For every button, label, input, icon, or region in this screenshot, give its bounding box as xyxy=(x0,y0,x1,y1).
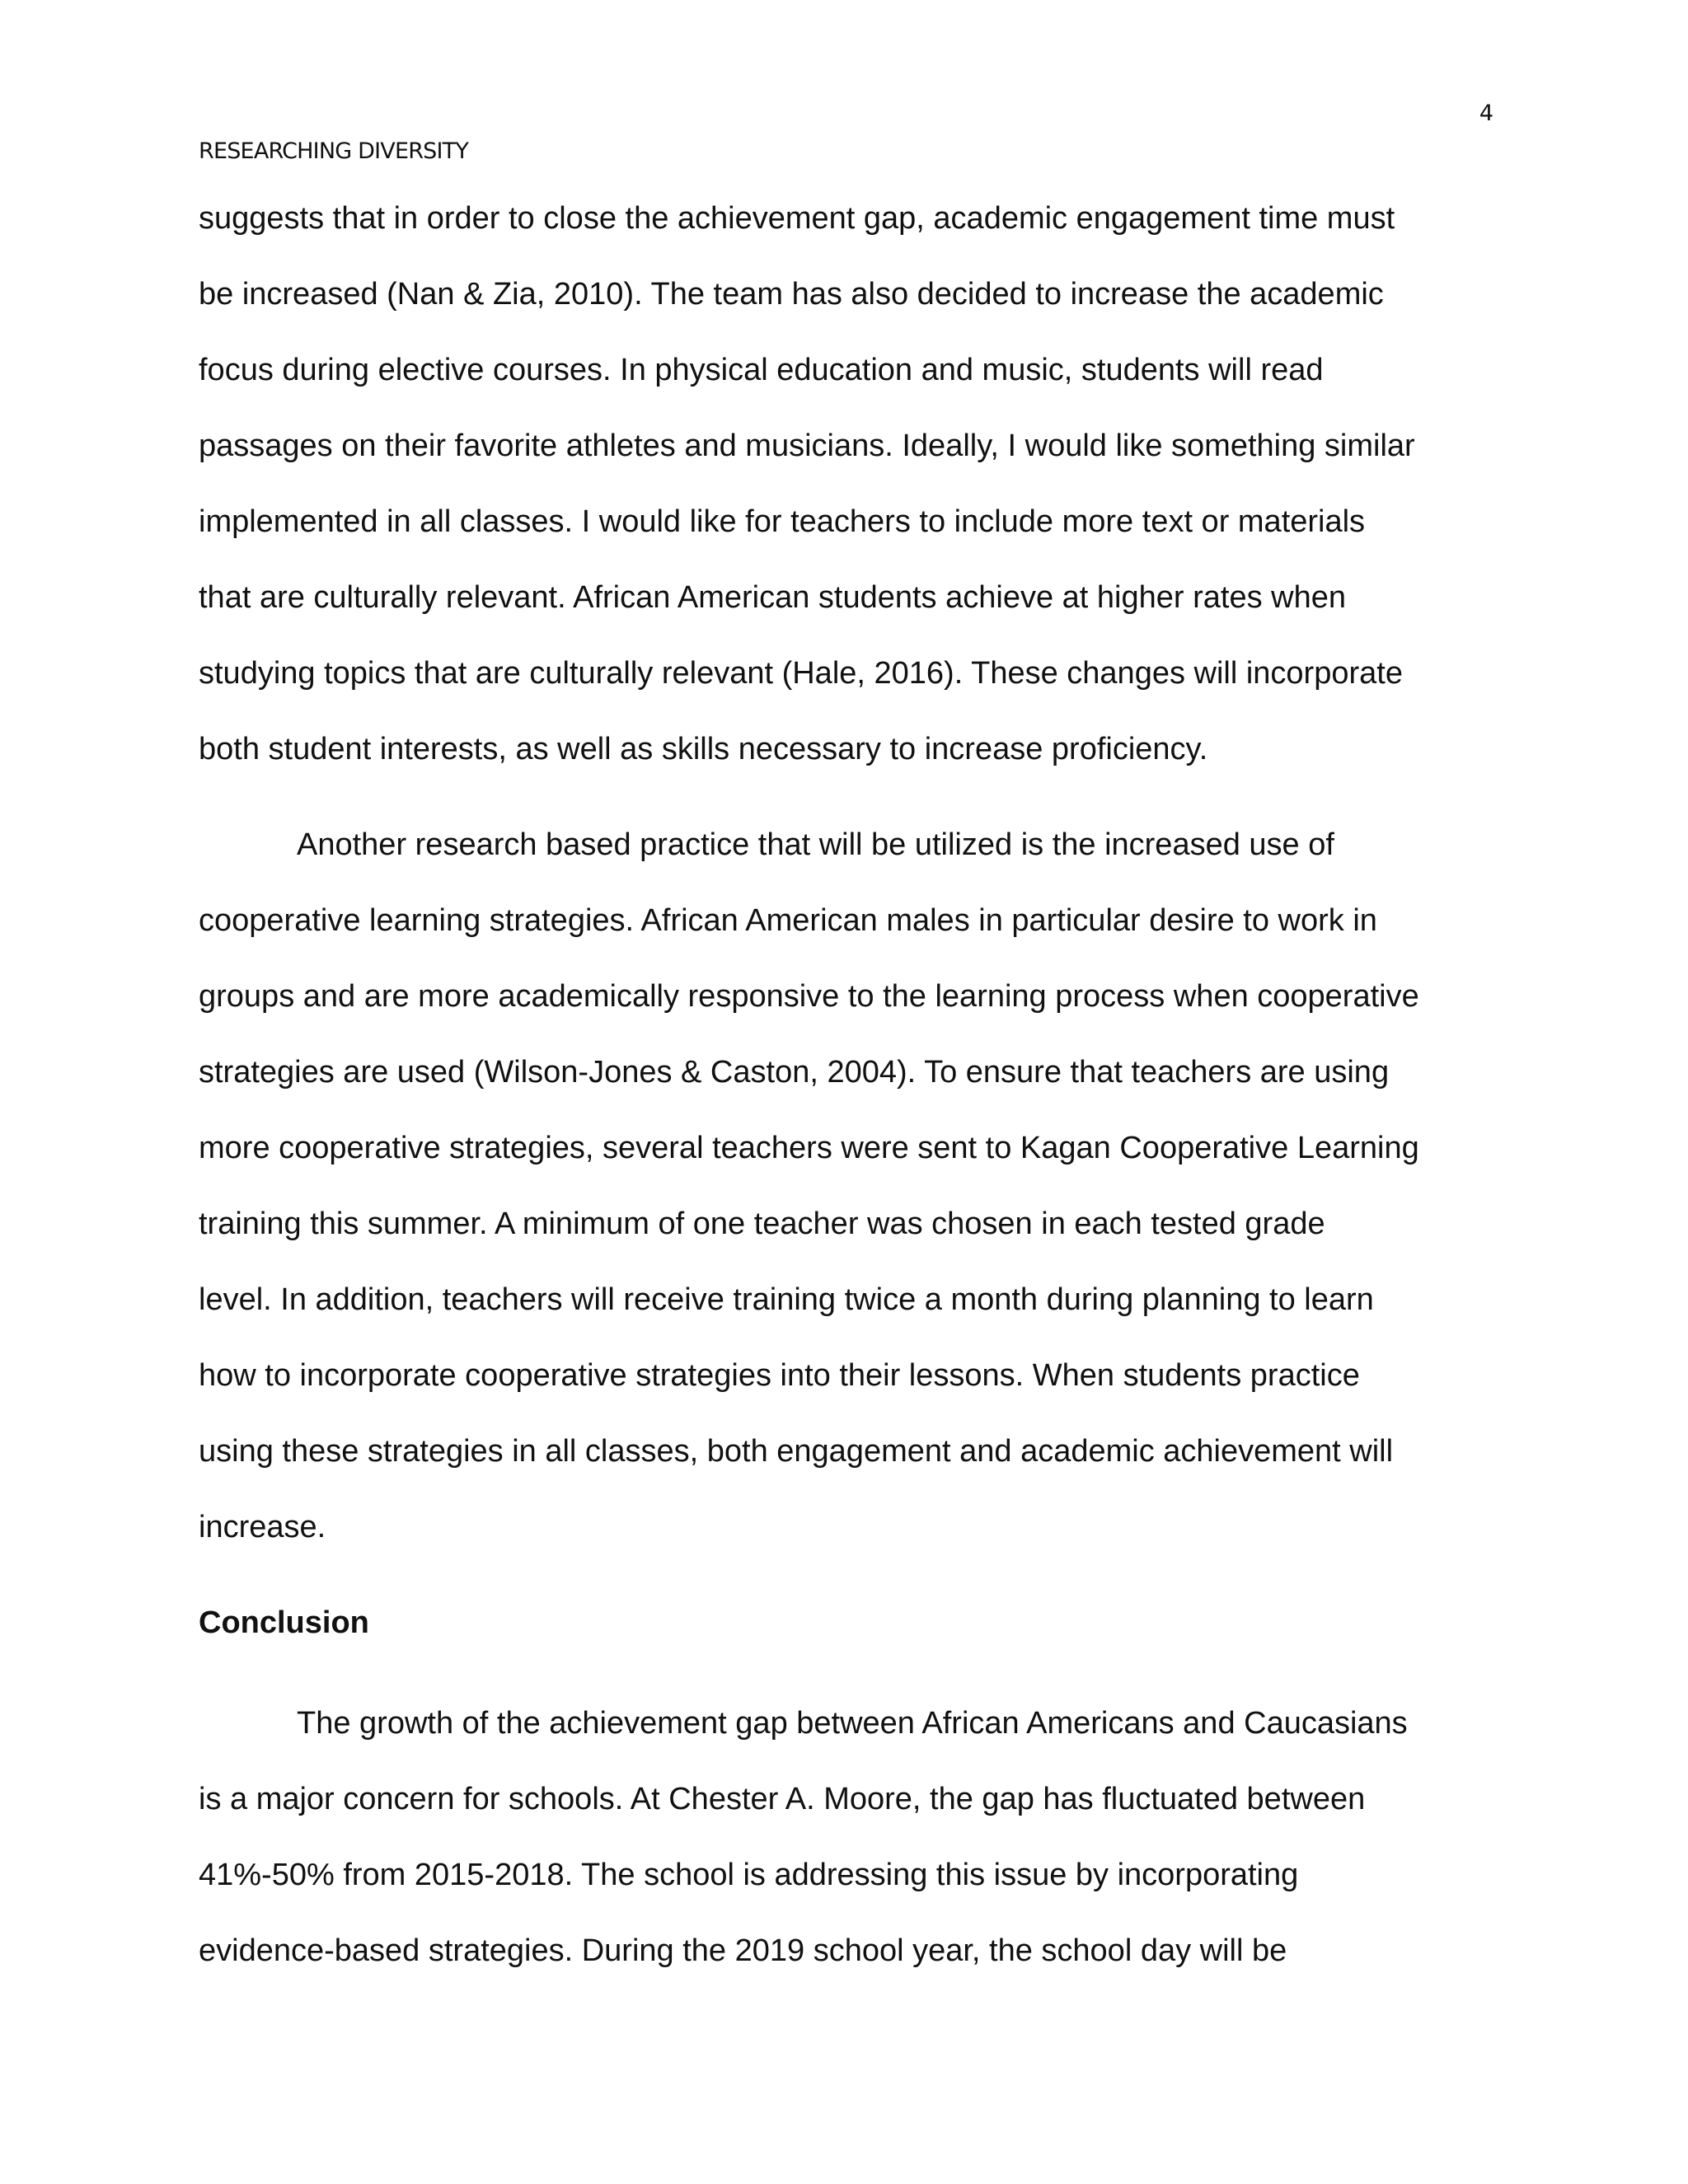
paragraph-line: level. In addition, teachers will receive training twice a month during planning to learn xyxy=(199,1282,1374,1317)
paragraph-first-line: Another research based practice that will be utilized is the increased use of xyxy=(297,827,1334,862)
paragraph-first-line: The growth of the achievement gap between African Americans and Caucasians xyxy=(297,1706,1408,1741)
paragraph-line: increase. xyxy=(199,1510,326,1544)
paragraph-line: strategies are used (Wilson-Jones & Caston, 2004). To ensure that teachers are using xyxy=(199,1055,1390,1090)
paragraph-line: focus during elective courses. In physical education and music, students will read xyxy=(199,353,1324,387)
paragraph-line: evidence-based strategies. During the 2019 school year, the school day will be xyxy=(199,1933,1287,1968)
paragraph-line: how to incorporate cooperative strategies into their lessons. When students practice xyxy=(199,1358,1360,1393)
paragraph-line: groups and are more academically responsive to the learning process when cooperative xyxy=(199,979,1419,1014)
paragraph-line: training this summer. A minimum of one teacher was chosen in each tested grade xyxy=(199,1207,1325,1241)
paragraph-line: passages on their favorite athletes and musicians. Ideally, I would like something similar xyxy=(199,429,1415,463)
paragraph-line: suggests that in order to close the achievement gap, academic engagement time must xyxy=(199,201,1395,236)
page-number: 4 xyxy=(1479,101,1493,126)
paragraph-line: more cooperative strategies, several teachers were sent to Kagan Cooperative Learning xyxy=(199,1131,1419,1165)
paragraph-line: 41%-50% from 2015-2018. The school is addressing this issue by incorporating xyxy=(199,1858,1299,1892)
section-heading: Conclusion xyxy=(199,1605,369,1640)
paragraph-line: implemented in all classes. I would like for teachers to include more text or materials xyxy=(199,504,1366,539)
paragraph-line: cooperative learning strategies. African American males in particular desire to work in xyxy=(199,903,1377,938)
paragraph-line: studying topics that are culturally relevant (Hale, 2016). These changes will incorporate xyxy=(199,656,1403,691)
paragraph-line: both student interests, as well as skills necessary to increase proficiency. xyxy=(199,732,1208,766)
paragraph-line: that are culturally relevant. African American students achieve at higher rates when xyxy=(199,580,1346,615)
paragraph-line: be increased (Nan & Zia, 2010). The team has also decided to increase the academic xyxy=(199,277,1384,312)
running-head: RESEARCHING DIVERSITY xyxy=(199,138,469,164)
paragraph-line: using these strategies in all classes, both engagement and academic achievement will xyxy=(199,1434,1394,1469)
paragraph-line: is a major concern for schools. At Chester A. Moore, the gap has fluctuated between xyxy=(199,1782,1366,1816)
